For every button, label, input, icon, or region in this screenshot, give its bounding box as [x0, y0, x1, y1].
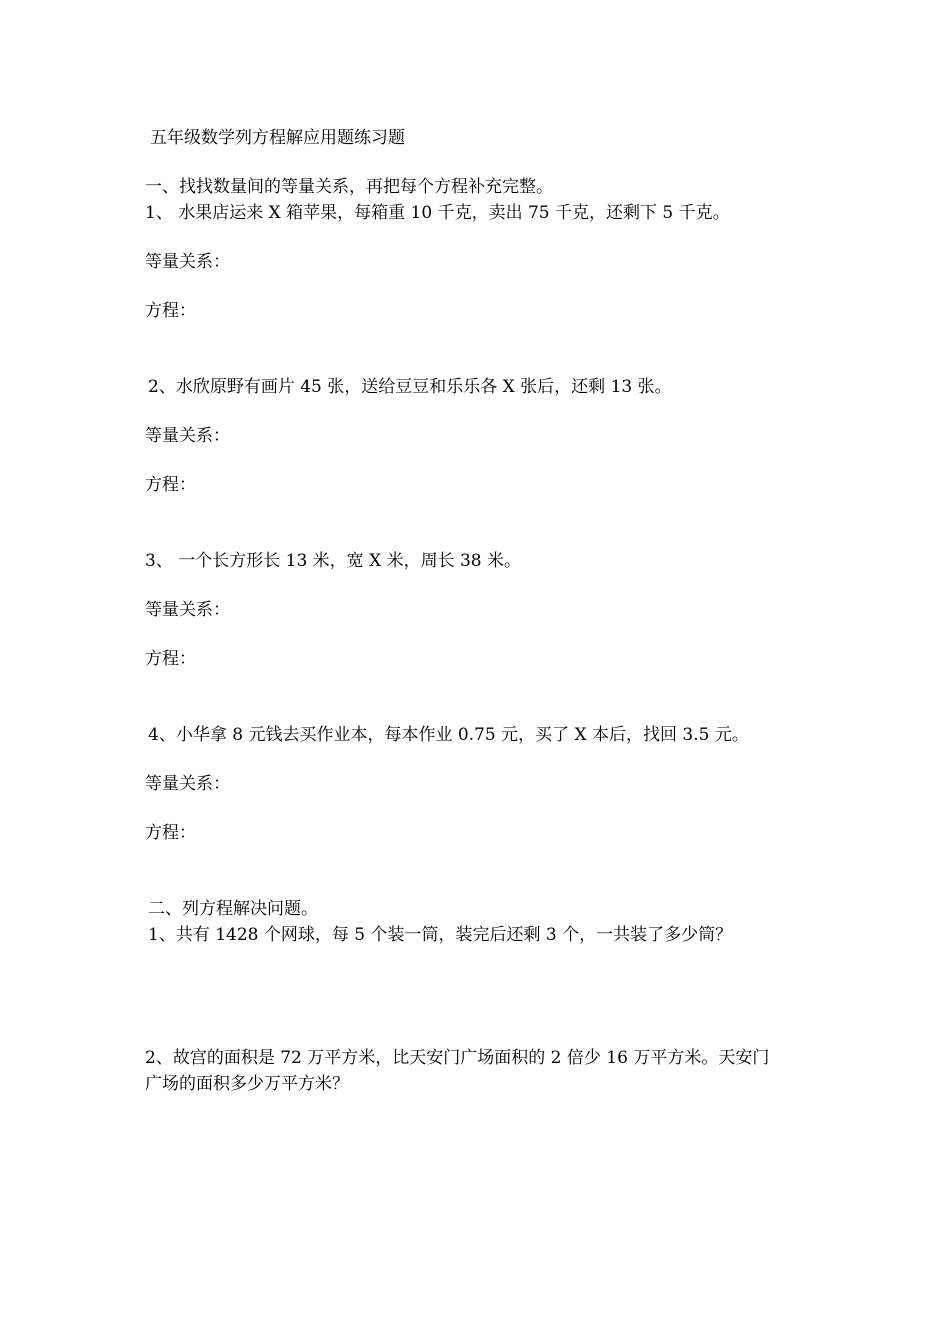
- section-1-heading: 一、找找数量间的等量关系，再把每个方程补充完整。: [145, 177, 553, 197]
- problem-1-3-relation-label: 等量关系：: [145, 600, 230, 620]
- problem-1-3-equation-label: 方程：: [145, 649, 196, 669]
- problem-1-3-text: 3、 一个长方形长 13 米，宽 X 米，周长 38 米。: [145, 551, 522, 571]
- worksheet-title: 五年级数学列方程解应用题练习题: [150, 128, 405, 148]
- problem-1-2-relation-label: 等量关系：: [145, 426, 230, 446]
- problem-2-2-text-line-2: 广场的面积多少万平方米？: [145, 1074, 349, 1094]
- problem-1-1-relation-label: 等量关系：: [145, 252, 230, 272]
- problem-1-2-text: 2、水欣原野有画片 45 张，送给豆豆和乐乐各 X 张后，还剩 13 张。: [148, 377, 672, 397]
- problem-2-2-text-line-1: 2、故宫的面积是 72 万平方米，比天安门广场面积的 2 倍少 16 万平方米。天安门: [145, 1048, 770, 1068]
- section-2-heading: 二、列方程解决问题。: [148, 899, 318, 919]
- problem-1-4-relation-label: 等量关系：: [145, 774, 230, 794]
- problem-1-2-equation-label: 方程：: [145, 475, 196, 495]
- problem-1-4-equation-label: 方程：: [145, 823, 196, 843]
- problem-1-4-text: 4、小华拿 8 元钱去买作业本，每本作业 0.75 元，买了 X 本后，找回 3.5 元。: [148, 725, 749, 745]
- problem-1-1-text: 1、 水果店运来 X 箱苹果，每箱重 10 千克，卖出 75 千克，还剩下 5 千克。: [145, 203, 730, 223]
- problem-2-1-text: 1、共有 1428 个网球，每 5 个装一筒，装完后还剩 3 个，一共装了多少筒？: [148, 925, 733, 945]
- problem-1-1-equation-label: 方程：: [145, 301, 196, 321]
